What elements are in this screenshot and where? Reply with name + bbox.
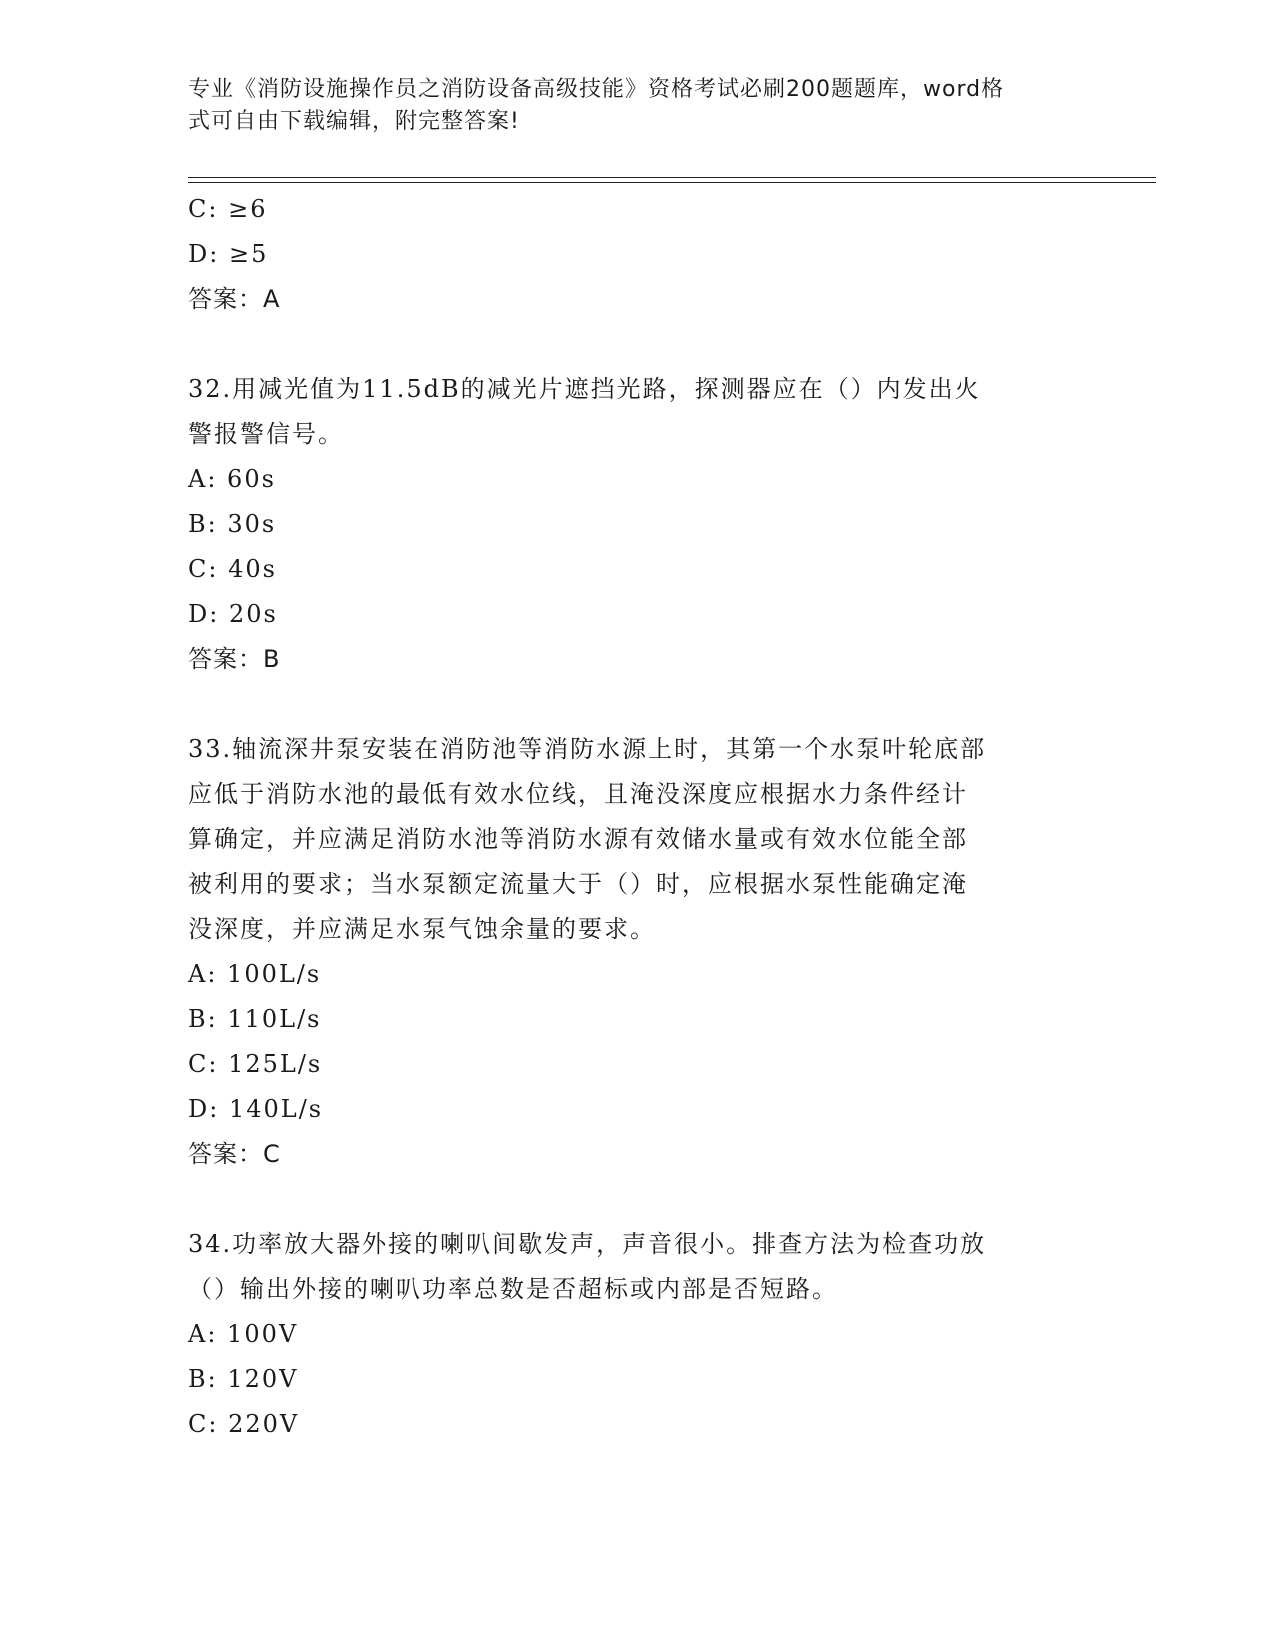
q33-answer: 答案：C bbox=[188, 1140, 281, 1168]
q34-option-b: B: 120V bbox=[188, 1365, 299, 1393]
q32-stem-line-1: 32.用减光值为11.5dB的减光片遮挡光路，探测器应在（）内发出火 bbox=[188, 375, 981, 403]
q32-option-a: A: 60s bbox=[188, 465, 276, 493]
q32-answer: 答案：B bbox=[188, 645, 281, 673]
header-line-1: 专业《消防设施操作员之消防设备高级技能》资格考试必刷200题题库，word格 bbox=[188, 77, 1005, 102]
q31-option-d: D: ≥5 bbox=[188, 240, 269, 268]
q33-option-c: C: 125L/s bbox=[188, 1050, 323, 1078]
q32-option-c: C: 40s bbox=[188, 555, 277, 583]
q34-option-a: A: 100V bbox=[188, 1320, 299, 1348]
q31-answer: 答案：A bbox=[188, 285, 281, 313]
q34-option-c: C: 220V bbox=[188, 1410, 300, 1438]
q32-stem-line-2: 警报警信号。 bbox=[188, 420, 344, 448]
q33-option-b: B: 110L/s bbox=[188, 1005, 322, 1033]
header-rule-top bbox=[188, 177, 1156, 178]
q31-option-c: C: ≥6 bbox=[188, 195, 268, 223]
q33-stem-line-2: 应低于消防水池的最低有效水位线，且淹没深度应根据水力条件经计 bbox=[188, 780, 968, 808]
q33-option-a: A: 100L/s bbox=[188, 960, 322, 988]
q33-stem-line-5: 没深度，并应满足水泵气蚀余量的要求。 bbox=[188, 915, 656, 943]
q33-option-d: D: 140L/s bbox=[188, 1095, 324, 1123]
header-line-2: 式可自由下载编辑，附完整答案! bbox=[188, 109, 520, 134]
document-header bbox=[188, 74, 1068, 138]
q33-stem-line-3: 算确定，并应满足消防水池等消防水源有效储水量或有效水位能全部 bbox=[188, 825, 968, 853]
q34-stem-line-1: 34.功率放大器外接的喇叭间歇发声，声音很小。排查方法为检查功放 bbox=[188, 1230, 987, 1258]
q32-option-b: B: 30s bbox=[188, 510, 277, 538]
q32-option-d: D: 20s bbox=[188, 600, 278, 628]
q33-stem-line-1: 33.轴流深井泵安装在消防池等消防水源上时，其第一个水泵叶轮底部 bbox=[188, 735, 987, 763]
q33-stem-line-4: 被利用的要求；当水泵额定流量大于（）时，应根据水泵性能确定淹 bbox=[188, 870, 968, 898]
q34-stem-line-2: （）输出外接的喇叭功率总数是否超标或内部是否短路。 bbox=[188, 1275, 838, 1303]
header-rule-bottom bbox=[188, 182, 1156, 183]
